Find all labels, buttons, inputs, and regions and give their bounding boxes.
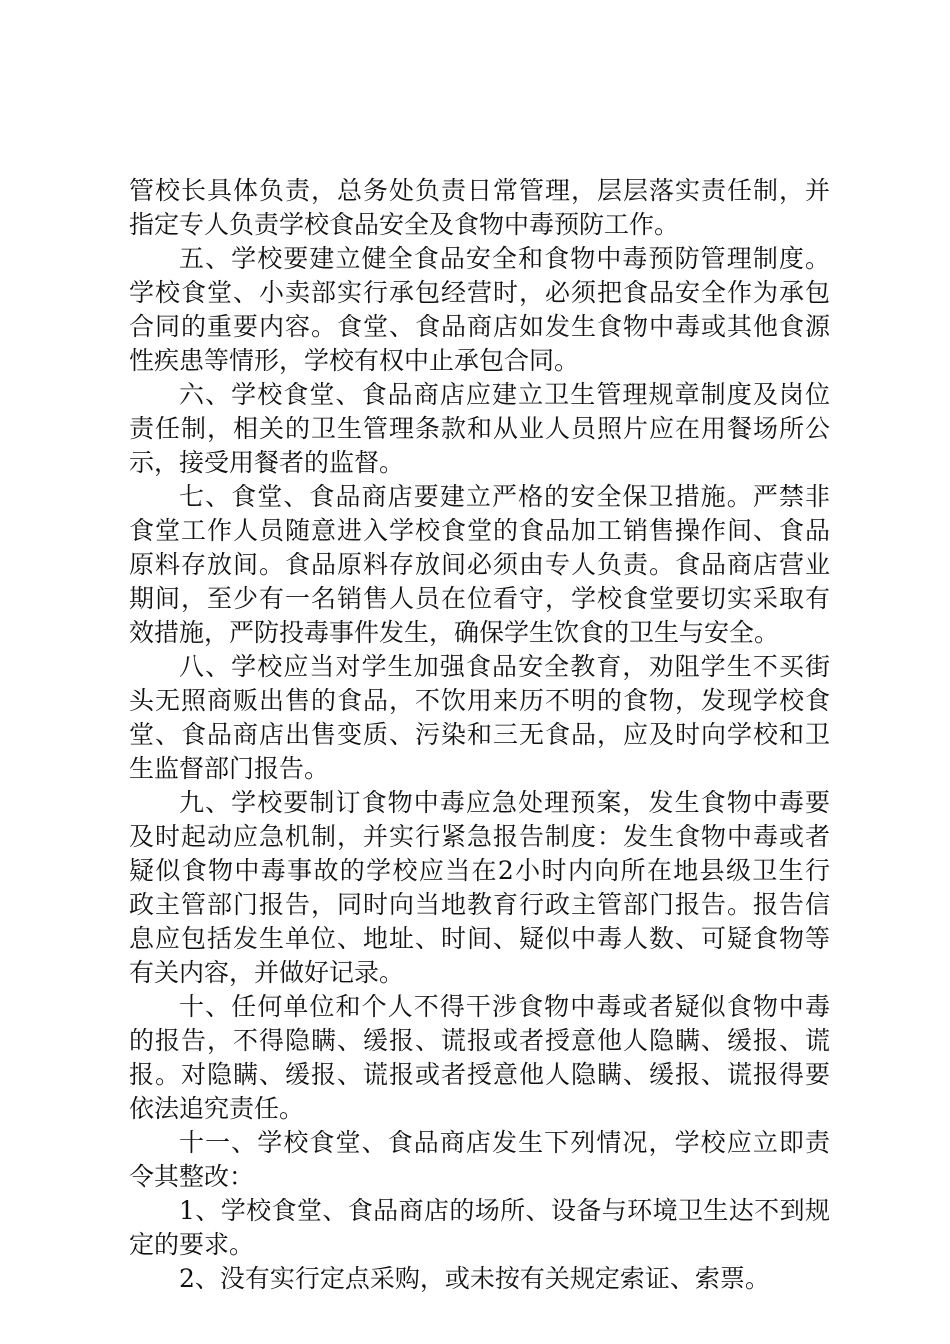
text-line: 堂、食品商店出售变质、污染和三无食品，应及时向学校和卫 <box>129 720 830 749</box>
paragraph-start-line: 六、学校食堂、食品商店应建立卫生管理规章制度及岗位 <box>179 380 830 409</box>
text-line: 及时起动应急机制，并实行紧急报告制度：发生食物中毒或者 <box>129 822 830 851</box>
text-line: 有关内容，并做好记录。 <box>129 958 405 987</box>
text-line: 示，接受用餐者的监督。 <box>129 448 405 477</box>
paragraph-start-line: 五、学校要建立健全食品安全和食物中毒预防管理制度。 <box>179 244 830 273</box>
text-line: 管校长具体负责，总务处负责日常管理，层层落实责任制，并 <box>129 176 830 205</box>
text-line: 合同的重要内容。食堂、食品商店如发生食物中毒或其他食源 <box>129 312 830 341</box>
paragraph-start-line: 十一、学校食堂、食品商店发生下列情况，学校应立即责 <box>179 1128 830 1157</box>
text-line: 依法追究责任。 <box>129 1094 305 1123</box>
paragraph-start-line: 七、食堂、食品商店要建立严格的安全保卫措施。严禁非 <box>179 482 830 511</box>
text-line: 定的要求。 <box>129 1230 255 1259</box>
text-line: 指定专人负责学校食品安全及食物中毒预防工作。 <box>129 210 680 239</box>
text-line: 令其整改： <box>129 1162 255 1191</box>
text-line: 生监督部门报告。 <box>129 754 330 783</box>
text-line: 效措施，严防投毒事件发生，确保学生饮食的卫生与安全。 <box>129 618 780 647</box>
paragraph-start-line: 九、学校要制订食物中毒应急处理预案，发生食物中毒要 <box>179 788 830 817</box>
text-line: 原料存放间。食品原料存放间必须由专人负责。食品商店营业 <box>129 550 830 579</box>
text-line: 食堂工作人员随意进入学校食堂的食品加工销售操作间、食品 <box>129 516 830 545</box>
paragraph-start-line: 1、学校食堂、食品商店的场所、设备与环境卫生达不到规 <box>179 1196 830 1225</box>
text-line: 责任制，相关的卫生管理条款和从业人员照片应在用餐场所公 <box>129 414 830 443</box>
paragraph-start-line: 十、任何单位和个人不得干涉食物中毒或者疑似食物中毒 <box>179 992 830 1021</box>
text-line: 政主管部门报告，同时向当地教育行政主管部门报告。报告信 <box>129 890 830 919</box>
text-line: 的报告，不得隐瞒、缓报、谎报或者授意他人隐瞒、缓报、谎 <box>129 1026 830 1055</box>
text-line: 期间，至少有一名销售人员在位看守，学校食堂要切实采取有 <box>129 584 830 613</box>
text-line: 头无照商贩出售的食品，不饮用来历不明的食物，发现学校食 <box>129 686 830 715</box>
text-line: 性疾患等情形，学校有权中止承包合同。 <box>129 346 580 375</box>
paragraph-start-line: 八、学校应当对学生加强食品安全教育，劝阻学生不买街 <box>179 652 830 681</box>
text-line: 学校食堂、小卖部实行承包经营时，必须把食品安全作为承包 <box>129 278 830 307</box>
paragraph-start-line: 2、没有实行定点采购，或未按有关规定索证、索票。 <box>179 1264 770 1293</box>
text-line: 疑似食物中毒事故的学校应当在2小时内向所在地县级卫生行 <box>129 856 830 885</box>
text-line: 息应包括发生单位、地址、时间、疑似中毒人数、可疑食物等 <box>129 924 830 953</box>
text-line: 报。对隐瞒、缓报、谎报或者授意他人隐瞒、缓报、谎报得要 <box>129 1060 830 1089</box>
document-body <box>129 174 830 1296</box>
